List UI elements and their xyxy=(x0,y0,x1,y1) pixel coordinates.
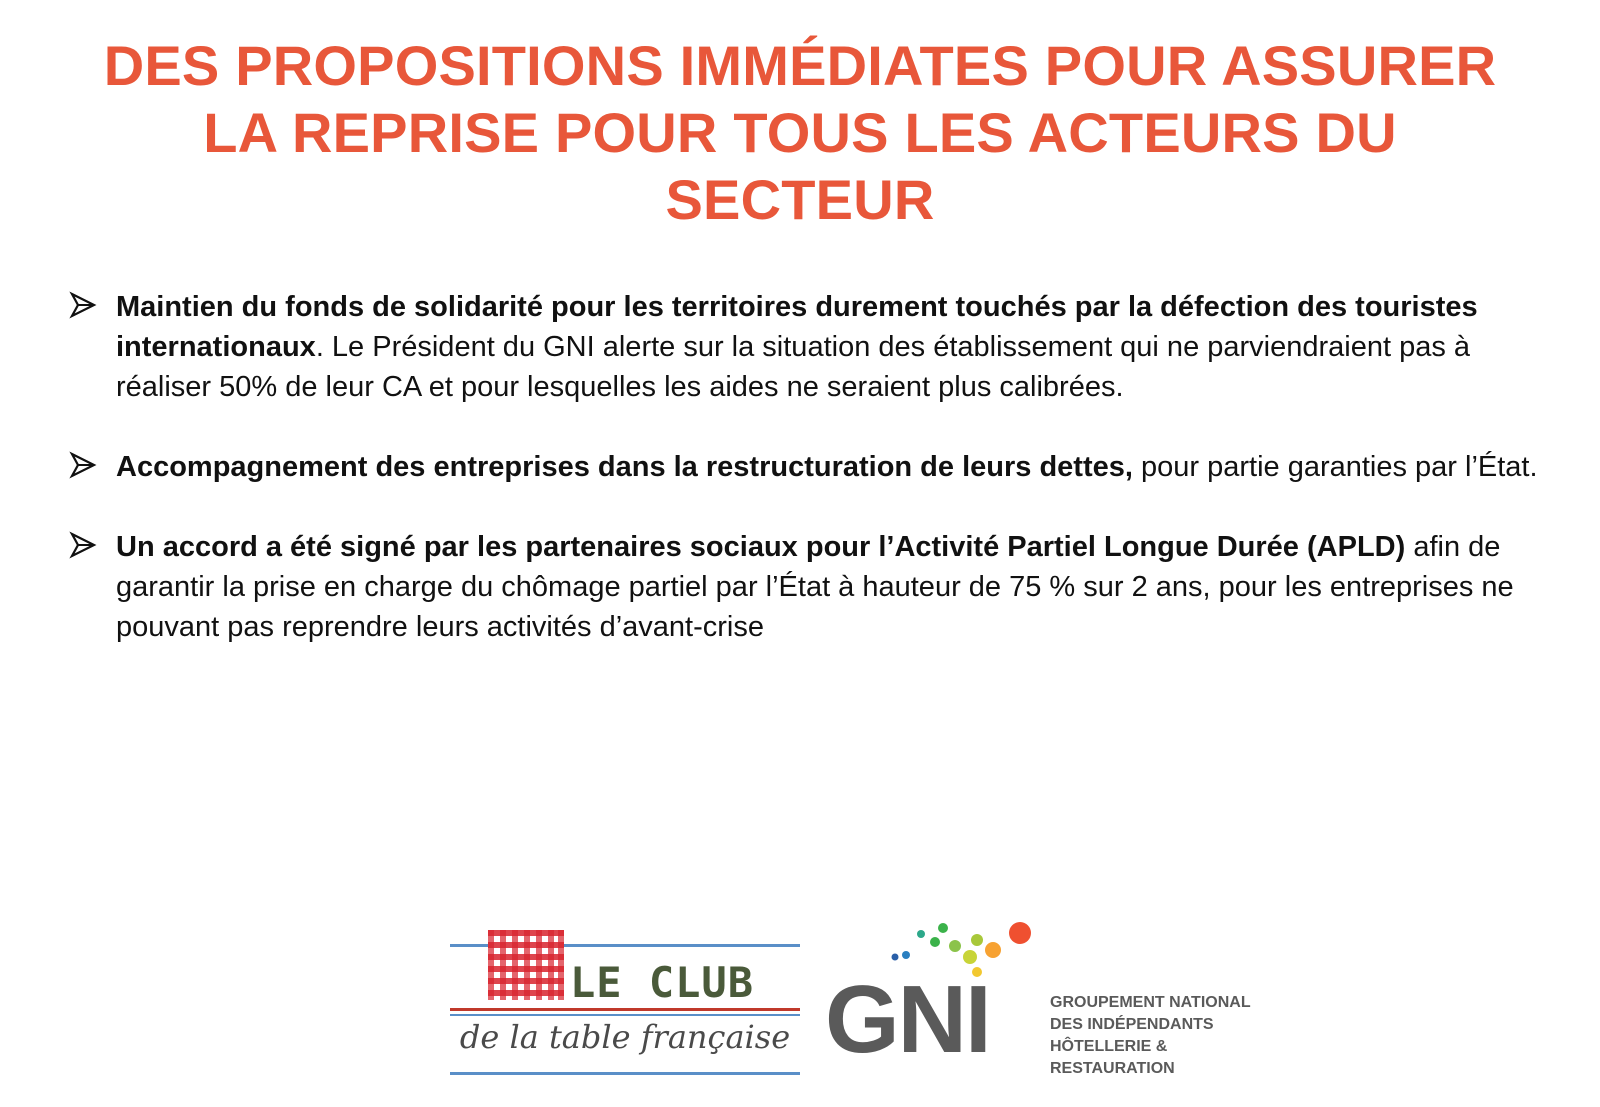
club-logo xyxy=(450,930,800,1080)
item-bold-text: Un accord a été signé par les partenaires sociaux pour l’Activité Partiel Longue Durée (APLD) xyxy=(116,531,1406,563)
item-text: pour partie garanties par l’État. xyxy=(1132,451,1538,483)
title-line: LA REPRISE POUR TOUS LES ACTEURS DU xyxy=(203,101,1397,164)
gni-logo-line: HÔTELLERIE & xyxy=(1050,1038,1168,1055)
gni-logo xyxy=(825,920,1295,1085)
item-bold-text: Accompagnement des entreprises dans la restructuration de leurs dettes, xyxy=(116,451,1133,483)
title-line: SECTEUR xyxy=(665,168,935,231)
item-text: afin de garantir la prise en charge du chômage partiel par l’État à hauteur de 75 % sur 2 ans, pour les entreprises ne pouvant pas reprendre leurs activités d’avant-crise xyxy=(116,531,1514,643)
title-line: DES PROPOSITIONS IMMÉDIATES POUR ASSURER xyxy=(103,34,1497,97)
gni-logo-line: GROUPEMENT NATIONAL xyxy=(1050,994,1251,1011)
club-logo-title: LE CLUB xyxy=(570,958,755,1007)
proposals-list xyxy=(68,287,1538,647)
list-item xyxy=(68,447,1538,487)
item-text: . Le Président du GNI alerte sur la situation des établissement qui ne parviendraient pas à réaliser 50% de leur CA et pour lesquelles les aides ne seraient plus calibrées. xyxy=(116,331,1471,403)
gni-logo-text xyxy=(1050,992,1251,1080)
arrowhead-bullet-icon xyxy=(68,290,98,320)
list-item xyxy=(68,527,1538,647)
gni-logo-line: RESTAURATION xyxy=(1050,1060,1175,1077)
arrowhead-bullet-icon xyxy=(68,450,98,480)
partner-logos xyxy=(0,920,1600,1090)
arrowhead-bullet-icon xyxy=(68,530,98,560)
page-title xyxy=(40,32,1560,233)
gni-logo-line: DES INDÉPENDANTS xyxy=(1050,1016,1214,1033)
gni-logo-acronym: GNI xyxy=(825,966,990,1073)
list-item xyxy=(68,287,1538,407)
club-logo-subtitle: de la table française xyxy=(459,1018,791,1056)
item-bold-text: Maintien du fonds de solidarité pour les territoires durement touchés par la défection des touristes internationaux xyxy=(116,291,1478,363)
